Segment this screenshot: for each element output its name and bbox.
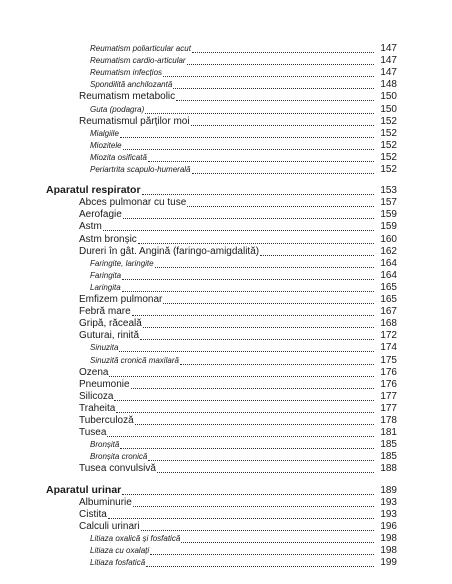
dot-leader [142,193,374,195]
toc-page-number: 175 [380,354,397,366]
toc-page-number: 193 [380,508,397,520]
toc-entry [79,521,397,533]
toc-entry [90,282,397,294]
toc-entry-title: Spondilită anchilozantă [90,80,173,90]
toc-entry-title: Traheita [79,402,116,414]
toc-entry-title: Laringita [90,282,121,292]
dot-leader [150,553,374,555]
toc-entry [79,197,397,209]
toc-entry [90,557,397,569]
toc-entry [90,140,397,152]
dot-leader [163,302,374,304]
toc-entry-title: Litiaza cu oxalați [90,546,150,555]
toc-entry-title: Reumatism infecțios [90,68,163,78]
toc-page-number: 198 [380,532,397,544]
toc-page-number: 177 [380,390,397,402]
toc-entry-title: Tuberculoză [79,415,134,426]
toc-entry-title: Tusea [79,427,107,439]
toc-page-number: 181 [380,427,397,439]
toc-entry-title: Astm bronșic [79,233,137,245]
toc-entry-title: Miozita osificată [90,152,147,162]
toc-page-number: 168 [380,318,397,330]
dot-leader [163,75,374,77]
toc-entry-title: Aparatul urinar [46,483,122,496]
toc-entry [90,79,397,91]
dot-leader [120,447,374,449]
toc-entry-title: Faringita [90,270,122,280]
dot-leader [173,87,374,89]
dot-leader [123,217,374,219]
dot-leader [103,229,374,231]
dot-leader [140,338,374,340]
toc-page-number: 150 [380,91,397,103]
dot-leader [260,254,374,256]
toc-entry-title: Emfizem pulmonar [79,294,163,305]
toc-entry [79,294,397,306]
toc-page-number: 147 [380,67,397,79]
toc-entry [90,67,397,79]
toc-page-number: 198 [380,545,397,556]
toc-page-number: 177 [380,402,397,414]
toc-entry-title: Aerofagie [79,209,122,221]
toc-entry-title: Febră mare [79,306,131,318]
toc-entry-title: Reumatismul părților moi [79,115,190,127]
toc-entry [90,164,397,176]
dot-leader [122,290,374,292]
toc-page-number: 185 [380,439,397,451]
toc-entry-title: Aparatul respirator [46,184,141,197]
toc-entry [79,330,397,342]
toc-entry-title: Astm [79,221,102,233]
dot-leader [114,399,374,401]
toc-entry [79,246,397,258]
dot-leader [192,172,375,174]
toc-page-number: 176 [380,366,397,378]
dot-leader [187,205,374,207]
dot-leader [120,136,374,138]
toc-entry [90,55,397,67]
dot-leader [157,471,374,473]
toc-entry-title: Guturai, rinită [79,330,140,342]
toc-page-number: 164 [380,257,397,269]
toc-entry [79,427,397,439]
toc-page-number: 199 [380,557,397,569]
toc-entry [79,221,397,233]
toc-entry [90,439,397,451]
dot-leader [122,278,374,280]
toc-entry [79,391,397,403]
dot-leader [116,411,374,413]
toc-page-number: 150 [380,103,397,115]
dot-leader [141,529,374,531]
toc-entry-title: Cistita [79,508,107,520]
dot-leader [119,350,374,352]
dot-leader [109,375,374,377]
toc-page-number: 159 [380,209,397,221]
toc-entry [90,451,397,463]
toc-entry [79,509,397,521]
toc-entry-title: Sinuzita [90,343,119,353]
dot-leader [180,363,374,365]
toc-page-number: 164 [380,269,397,281]
toc-page-number: 185 [380,451,397,463]
toc-entry-title: Abces pulmonar cu tuse [79,197,187,209]
dot-leader [122,493,374,495]
toc-entry [90,152,397,164]
toc-entry-title: Tusea convulsivă [79,463,156,475]
toc-section-heading [46,484,397,497]
toc-entry-title: Dureri în gât. Angină (faringo-amigdalită) [79,245,260,257]
toc-page-number: 188 [380,463,397,475]
toc-entry [90,270,397,282]
toc-page-number: 162 [380,245,397,257]
toc-page-number: 160 [380,233,397,245]
toc-page-number: 165 [380,281,397,293]
toc-entry-title: Reumatism metabolic [79,91,176,103]
toc-page-number: 152 [380,151,397,163]
toc-page-number: 147 [380,43,397,54]
toc-entry-title: Faringite, laringite [90,258,154,268]
toc-entry [79,234,397,246]
toc-section-heading [46,184,397,197]
dot-leader [107,435,374,437]
toc-entry [79,318,397,330]
toc-page-number: 196 [380,520,397,532]
dot-leader [148,160,374,162]
toc-page-number: 167 [380,306,397,318]
toc-entry [79,403,397,415]
toc-entry-title: Bronșită [90,440,120,450]
toc-entry [90,128,397,140]
toc-entry [90,104,397,116]
toc-page-number: 172 [380,330,397,342]
dot-leader [133,505,374,507]
toc-page-number: 152 [380,127,397,139]
dot-leader [176,99,374,101]
toc-entry-title: Guta (podagra) [90,104,145,114]
dot-leader [146,565,374,567]
toc-entry-title: Bronșita cronică [90,452,148,462]
toc-page-number: 178 [380,415,397,426]
toc-entry [79,415,397,427]
toc-entry-title: Pneumonie [79,378,130,390]
dot-leader [192,51,374,53]
dot-leader [181,541,374,543]
dot-leader [123,148,374,150]
dot-leader [155,266,374,268]
toc-entry [90,533,397,545]
toc-page-number: 174 [380,342,397,354]
toc-page-number: 193 [380,496,397,508]
toc-page-number: 165 [380,294,397,305]
toc-entry [79,91,397,103]
toc-page-number: 153 [380,185,397,197]
dot-leader [148,459,374,461]
dot-leader [187,63,374,65]
toc-entry [79,367,397,379]
toc-page-number: 189 [380,484,397,496]
toc-entry [90,43,397,55]
toc-entry [79,116,397,128]
dot-leader [131,387,374,389]
toc-entry [90,545,397,557]
toc-entry-title: Miozitele [90,140,122,150]
dot-leader [132,314,374,316]
toc-page-number: 176 [380,378,397,390]
dot-leader [135,423,374,425]
toc-entry-title: Periartrita scapulo-humerală [90,165,191,174]
toc-page-number: 152 [380,139,397,151]
toc-entry-title: Ozena [79,366,109,378]
toc-entry-title: Litiaza fosfatică [90,558,146,568]
toc-entry-title: Silicoza [79,390,114,402]
dot-leader [145,112,374,114]
dot-leader [191,124,374,126]
toc-page-number: 147 [380,55,397,67]
toc-entry [90,355,397,367]
toc-entry [79,306,397,318]
toc-page-number: 152 [380,164,397,175]
toc-page-number: 148 [380,79,397,91]
dot-leader [138,242,374,244]
toc-entry [90,342,397,354]
toc-entry-title: Albuminurie [79,496,132,508]
toc-entry-title: Gripă, răceală [79,318,142,330]
toc-entry [79,463,397,475]
toc-page-number: 152 [380,115,397,127]
toc-entry-title: Litiaza oxalică și fosfatică [90,533,181,543]
dot-leader [143,326,374,328]
toc-entry-title: Reumatism cardio-articular [90,56,186,66]
toc-entry [79,209,397,221]
toc-page-number: 157 [380,197,397,209]
toc-entry [79,497,397,509]
toc-entry-title: Sinuzită cronică maxilară [90,355,179,365]
toc-entry [90,258,397,270]
toc-entry-title: Calculi urinari [79,520,140,532]
toc-entry [79,379,397,391]
toc-entry-title: Mialgiile [90,128,119,138]
toc-page-number: 159 [380,221,397,233]
toc-entry-title: Reumatism poliarticular acut [90,44,191,53]
dot-leader [108,517,374,519]
